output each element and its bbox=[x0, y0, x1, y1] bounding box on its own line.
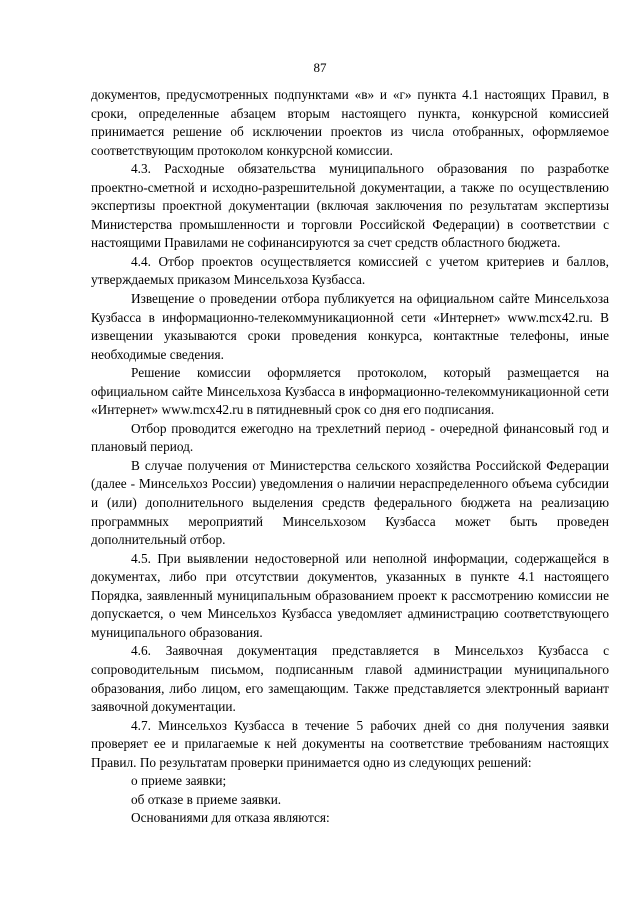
paragraph-exclusion-decision: документов, предусмотренных подпунктами «в» и «г» пункта 4.1 настоящих Правил, в сроки, определенные абзацем вторым настоящего пункта, конкурсной комиссией принимается решение об исключении проектов из числа отобранных, оформляемое соответствующим протоколом конкурсной комиссии. bbox=[91, 87, 609, 158]
paragraph-commission-decision: Решение комиссии оформляется протоколом, который размещается на официальном сайте Минсельхоза Кузбасса в информационно-телекоммуникационной сети «Интернет» www.mcx42.ru в пятидневный срок со дня его подписания. bbox=[91, 365, 609, 418]
document-body bbox=[91, 86, 609, 828]
list-item-accept-application: о приеме заявки; bbox=[131, 773, 227, 789]
list-item-reject-application: об отказе в приеме заявки. bbox=[131, 791, 282, 807]
paragraph-rejection-grounds: Основаниями для отказа являются: bbox=[131, 810, 330, 826]
paragraph-additional-selection: В случае получения от Министерства сельского хозяйства Российской Федерации (далее - Минсельхоз России) уведомления о наличии нераспределенного объема субсидии и (или) дополнительного выделения средств федерального бюджета на реализацию программных мероприятий Минсельхозом Кузбасса может быть проведен дополнительный отбор. bbox=[91, 457, 609, 548]
paragraph-4-3-expenditure-obligations: 4.3. Расходные обязательства муниципального образования по разработке проектно-сметной и исходно-разрешительной документации, а также по осуществлению экспертизы проектной документации (включая заключения по результатам экспертизы Министерства промышленности и торговли Российской Федерации) в соответствии с настоящими Правилами не софинансируются за счет средств областного бюджета. bbox=[91, 161, 609, 251]
paragraph-selection-period: Отбор проводится ежегодно на трехлетний период - очередной финансовый год и плановый период. bbox=[91, 420, 609, 455]
paragraph-4-5-incomplete-information: 4.5. При выявлении недостоверной или неполной информации, содержащейся в документах, либо при отсутствии документов, указанных в пункте 4.1 настоящего Порядка, заявленный муниципальным образованием проект к рассмотрению комиссии не допускается, о чем Минсельхоз Кузбасса уведомляет администрацию соответствующего муниципального образования. bbox=[91, 550, 609, 640]
paragraph-4-7-application-review: 4.7. Минсельхоз Кузбасса в течение 5 рабочих дней со дня получения заявки проверяет ее и прилагаемые к ней документы на соответствие требованиям настоящих Правил. По результатам проверки принимается одно из следующих решений: bbox=[91, 717, 609, 770]
page-number: 87 bbox=[313, 60, 327, 75]
paragraph-selection-notice: Извещение о проведении отбора публикуется на официальном сайте Минсельхоза Кузбасса в информационно-телекоммуникационной сети «Интернет» www.mcx42.ru. В извещении указываются сроки проведения конкурса, контактные телефоны, иные необходимые сведения. bbox=[91, 291, 609, 362]
paragraph-4-6-application-documents: 4.6. Заявочная документация представляется в Минсельхоз Кузбасса с сопроводительным письмом, подписанным главой администрации муниципального образования, либо лицом, его замещающим. Также представляется электронный вариант заявочной документации. bbox=[91, 643, 609, 715]
paragraph-4-4-project-selection: 4.4. Отбор проектов осуществляется комиссией с учетом критериев и баллов, утверждаемых приказом Минсельхоза Кузбасса. bbox=[91, 253, 609, 288]
